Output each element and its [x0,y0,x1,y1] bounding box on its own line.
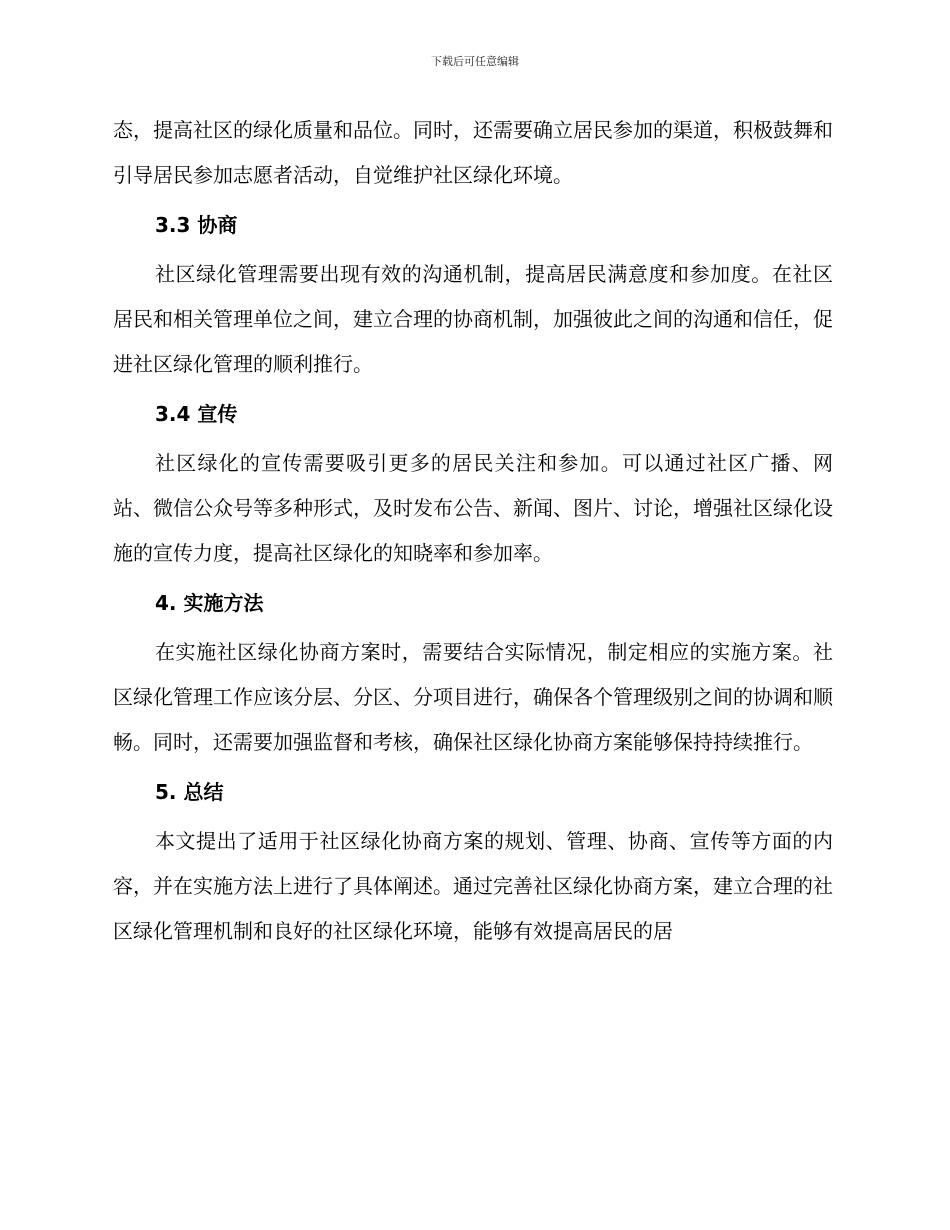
paragraph-implementation: 在实施社区绿化协商方案时，需要结合实际情况，制定相应的实施方案。社区绿化管理工作应该分层、分区、分项目进行，确保各个管理级别之间的协调和顺畅。同时，还需要加强监督和考核，确保社区绿化协商方案能够保持持续推行。 [113,640,833,754]
heading-5: 5. 总结 [155,780,224,804]
paragraph-negotiation: 社区绿化管理需要出现有效的沟通机制，提高居民满意度和参加度。在社区居民和相关管理单位之间，建立合理的协商机制，加强彼此之间的沟通和信任，促进社区绿化管理的顺利推行。 [113,262,833,376]
paragraph-summary: 本文提出了适用于社区绿化协商方案的规划、管理、协商、宣传等方面的内容，并在实施方法上进行了具体阐述。通过完善社区绿化协商方案，建立合理的社区绿化管理机制和良好的社区绿化环境，能够有效提高居民的居 [113,829,833,943]
document-body [113,108,833,954]
heading-3-3: 3.3 协商 [155,213,238,237]
heading-4: 4. 实施方法 [155,591,264,615]
paragraph-continued: 态，提高社区的绿化质量和品位。同时，还需要确立居民参加的渠道，积极鼓舞和引导居民参加志愿者活动，自觉维护社区绿化环境。 [113,118,833,187]
paragraph-publicity: 社区绿化的宣传需要吸引更多的居民关注和参加。可以通过社区广播、网站、微信公众号等多种形式，及时发布公告、新闻、图片、讨论，增强社区绿化设施的宣传力度，提高社区绿化的知晓率和参加率。 [113,451,833,565]
heading-3-4: 3.4 宣传 [155,402,238,426]
page-header: 下载后可任意编辑 [431,55,519,68]
